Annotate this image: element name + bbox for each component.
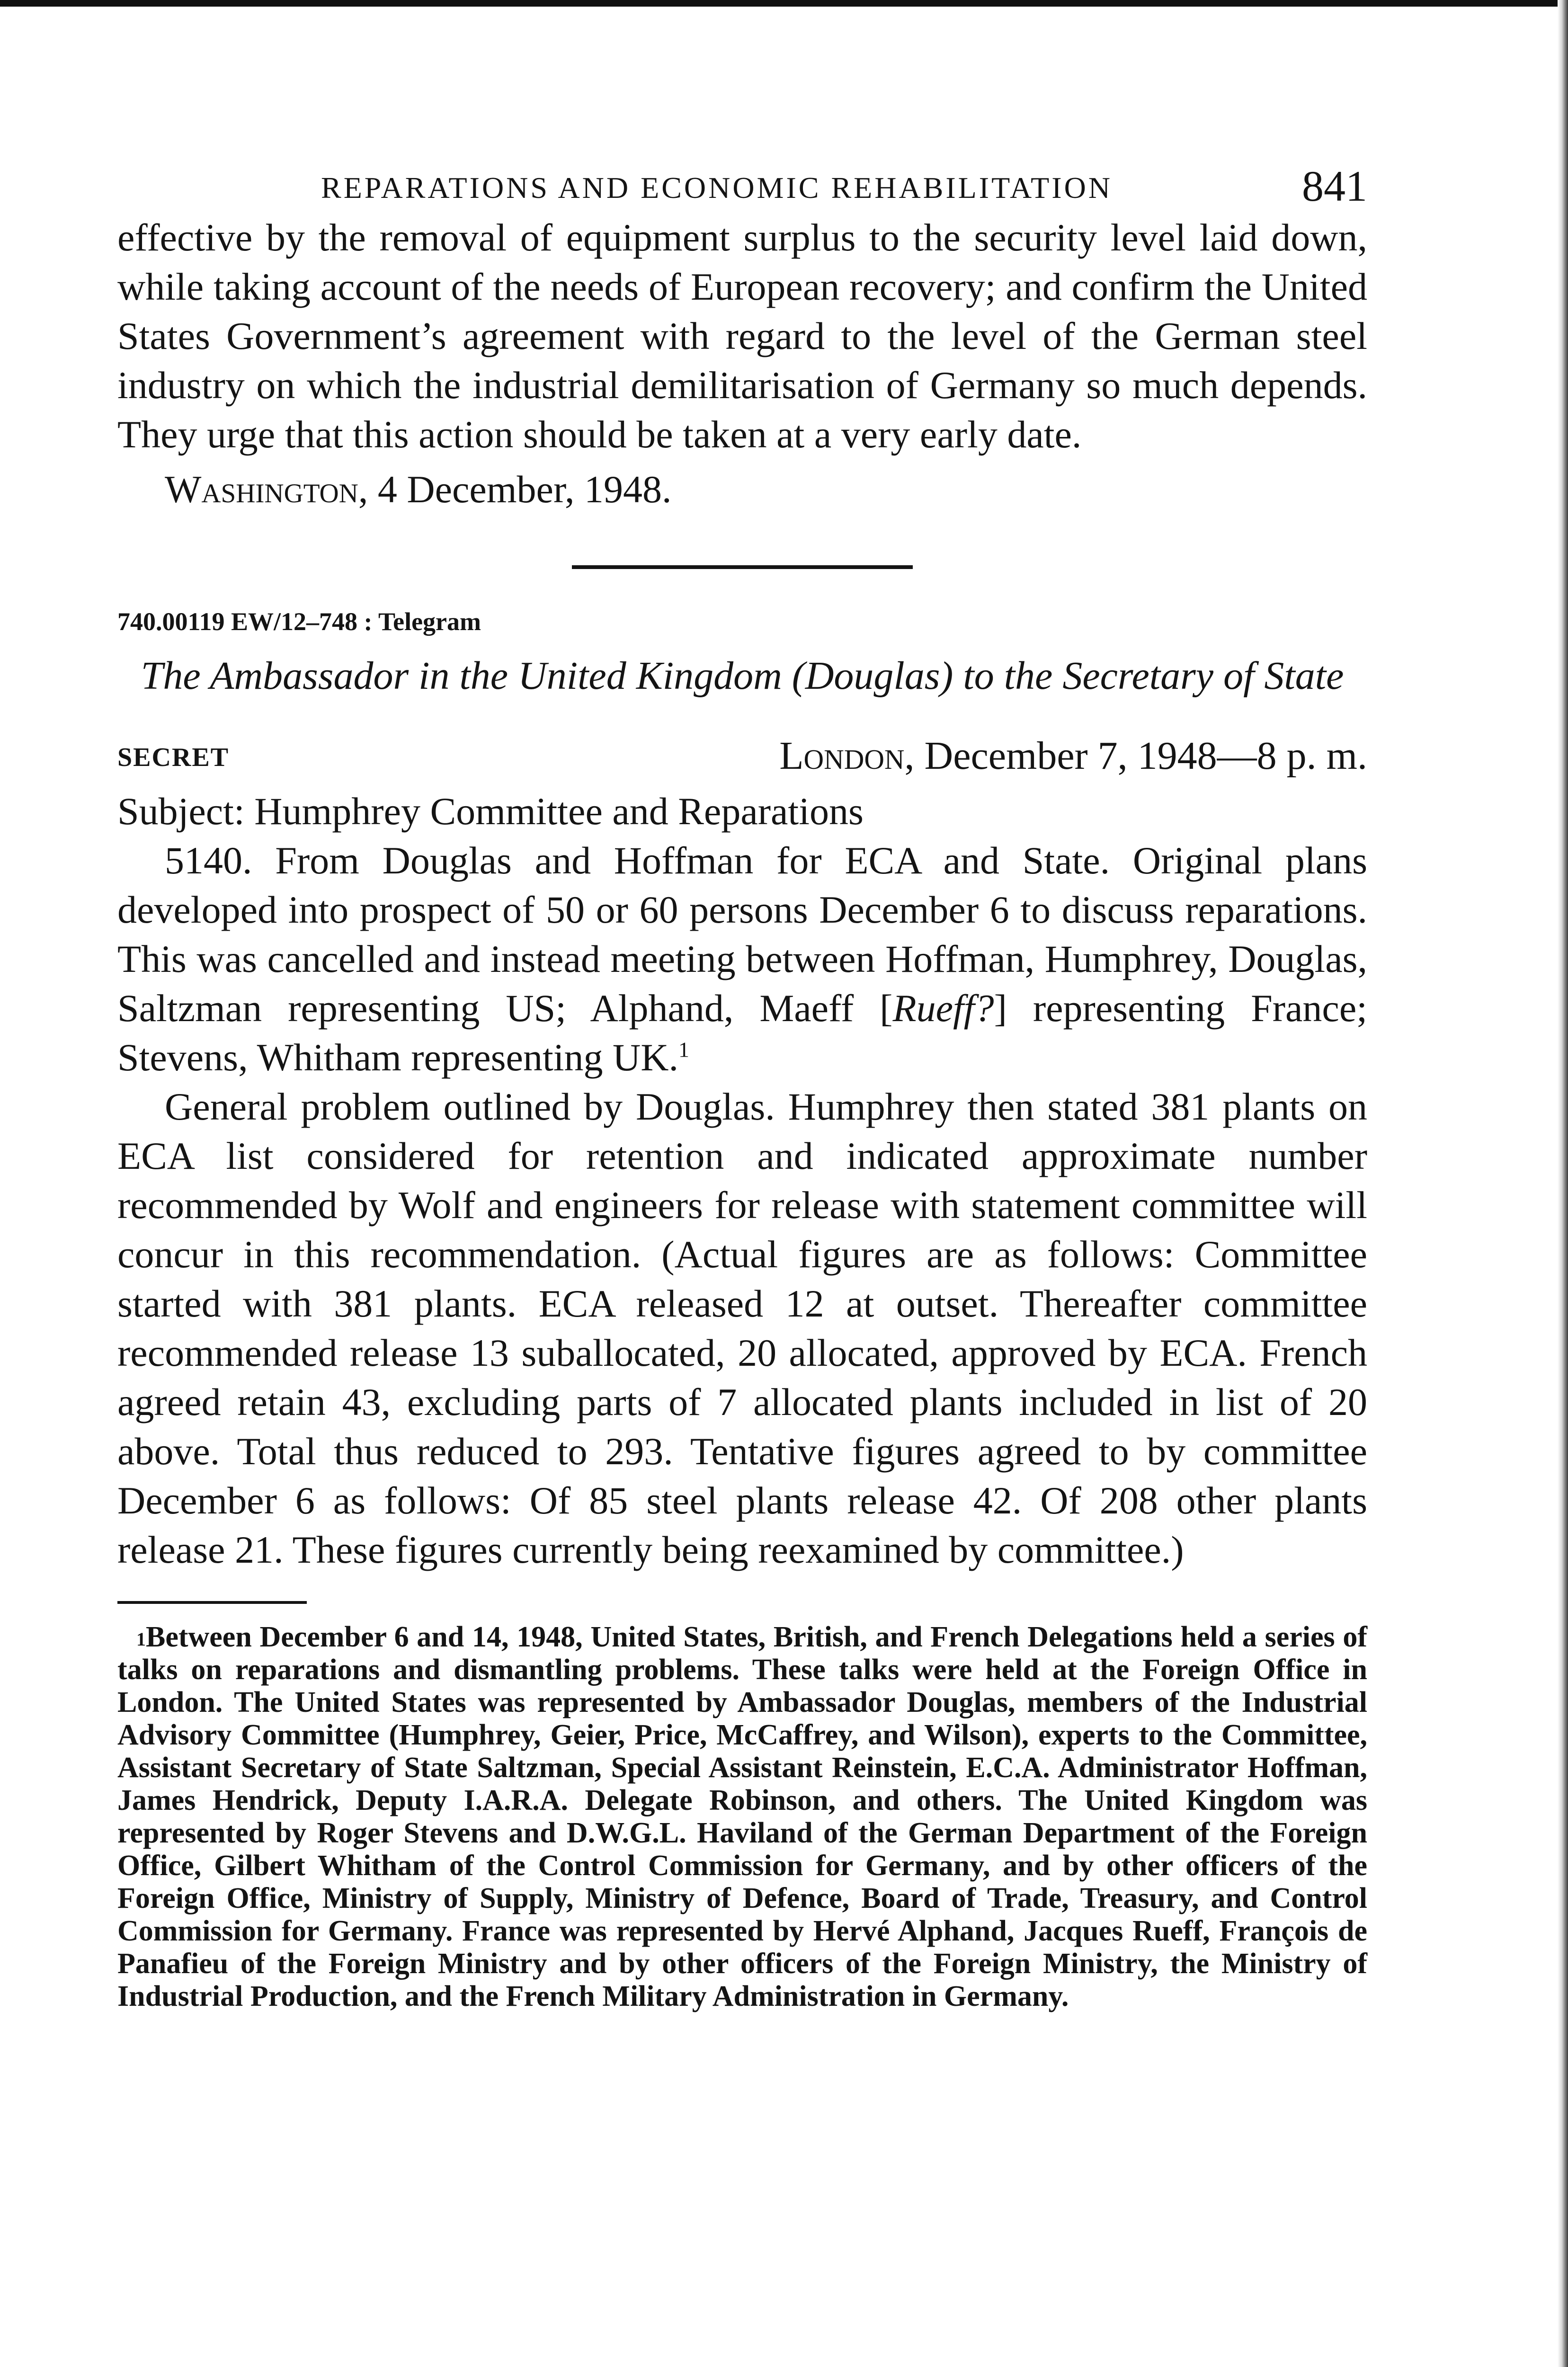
paragraph-5140: [117, 836, 1367, 1082]
london-dateline: [779, 733, 1367, 779]
washington-dateline: [117, 465, 1367, 514]
document-page: [117, 161, 1367, 2013]
footnote-divider: [117, 1601, 307, 1604]
para1-text-b: ] representing France; Stevens, Whitham representing UK.: [117, 987, 1368, 1079]
dateline-date: , 4 December, 1948.: [358, 468, 672, 511]
file-number: 740.00119 EW/12–748 : Telegram: [117, 607, 481, 636]
running-head-title: REPARATIONS AND ECONOMIC REHABILITATION: [321, 171, 1113, 205]
footnote-reference[interactable]: 1: [678, 1037, 689, 1062]
running-head: [117, 161, 1367, 213]
classification-label: SECRET: [117, 743, 230, 772]
document-heading: The Ambassador in the United Kingdom (Douglas) to the Secretary of State: [141, 654, 1344, 698]
page-number: 841: [1302, 162, 1367, 210]
editorial-insertion: Rueff?: [892, 987, 994, 1030]
footnote-marker: 1: [136, 1628, 146, 1650]
section-divider: [572, 565, 913, 569]
page-top-edge: [0, 0, 1568, 7]
subject-line: Subject: Humphrey Committee and Reparations: [117, 790, 864, 833]
dateline-place: Washington: [165, 468, 358, 511]
london-place: London: [779, 734, 905, 778]
para1-text-a: 5140. From Douglas and Hoffman for ECA and State. Original plans developed into prospect of 50 or 60 persons December 6 to discuss reparations. This was cancelled and instead meeting between Hoffman, Humphrey, Douglas, Saltzman representing US; Alphand, Maeff [: [117, 839, 1367, 1030]
page-right-edge: [1558, 0, 1568, 2367]
paragraph-general-problem: General problem outlined by Douglas. Humphrey then stated 381 plants on ECA list considered for retention and indicated approximate number recommended by Wolf and engineers for release with statement committee will concur in this recommendation. (Actual figures are as follows: Committee started with 381 plants. ECA released 12 at outset. Thereafter committee recommended release 13 suballocated, 20 allocated, approved by ECA. French agreed retain 43, excluding parts of 7 allocated plants included in list of 20 above. Total thus reduced to 293. Tentative figures agreed to by committee December 6 as follows: Of 85 steel plants release 42. Of 208 other plants release 21. These figures currently being reexamined by committee.): [117, 1085, 1367, 1571]
telegram-header: [117, 733, 1367, 784]
footnote-text: Between December 6 and 14, 1948, United States, British, and French Delegations held a series of talks on reparations and dismantling problems. These talks were held at the Foreign Office in London. The United States was represented by Ambassador Douglas, members of the Industrial Advisory Committee (Humphrey, Geier, Price, McCaffrey, and Wilson), experts to the Committee, Assistant Secretary of State Saltzman, Special Assistant Reinstein, E.C.A. Administrator Hoffman, James Hendrick, Deputy I.A.R.A. Delegate Robinson, and others. The United Kingdom was represented by Roger Stevens and D.W.G.L. Haviland of the German Department of the Foreign Office, Gilbert Whitham of the Control Commission for Germany, and by other officers of the Foreign Office, Ministry of Supply, Ministry of Defence, Board of Trade, Treasury, and Control Commission for Germany. France was represented by Hervé Alphand, Jacques Rueff, François de Panafieu of the Foreign Ministry and by other officers of the Foreign Ministry, the Ministry of Industrial Production, and the French Military Administration in Germany.: [117, 1621, 1367, 2012]
footnote-1: [117, 1621, 1367, 2013]
london-date: , December 7, 1948—8 p. m.: [904, 734, 1367, 778]
continuation-paragraph: effective by the removal of equipment surplus to the security level laid down, while taking account of the needs of European recovery; and confirm the United States Government’s agreement with regard to the level of the German steel industry on which the industrial demilitarisation of Germany so much depends. They urge that this action should be taken at a very early date.: [117, 216, 1367, 456]
